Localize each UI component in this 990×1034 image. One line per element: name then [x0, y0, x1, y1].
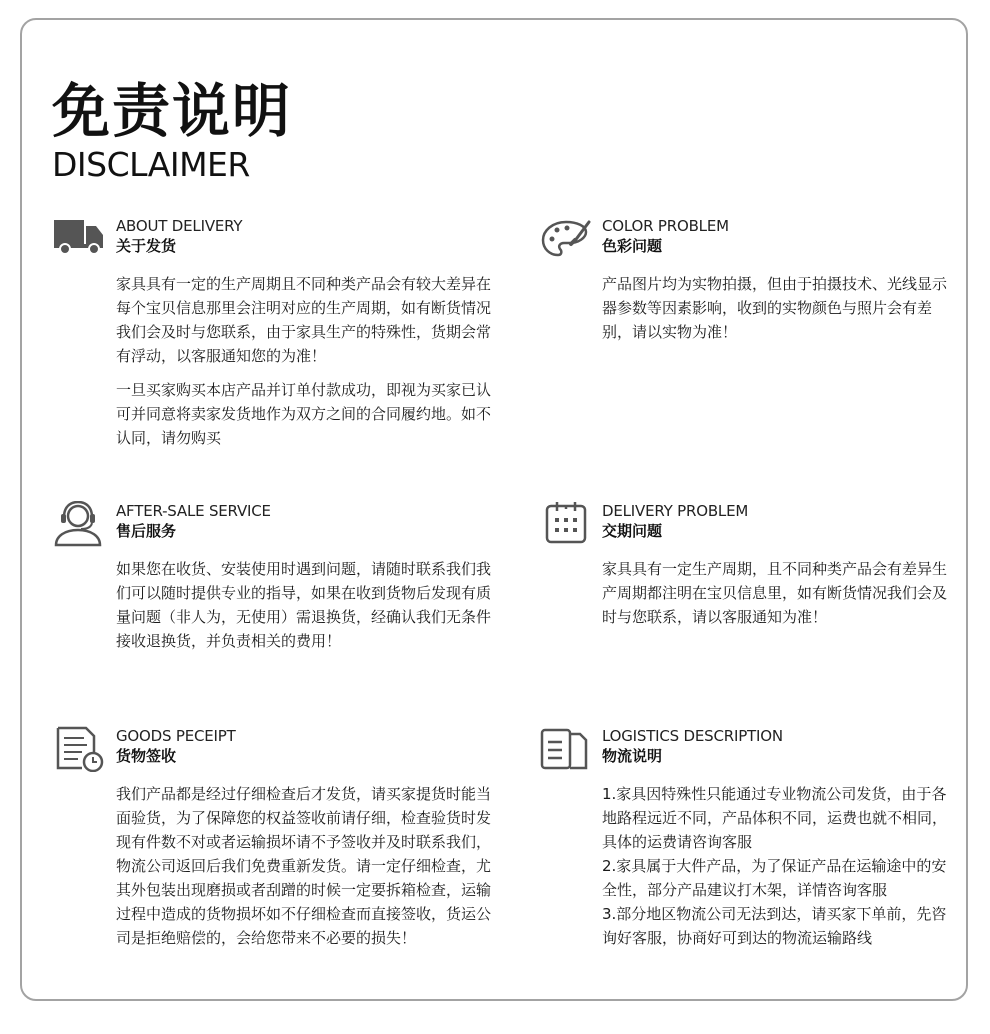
headset-user-icon [54, 501, 106, 547]
section-body [602, 557, 952, 639]
section-title-cn: 售后服务 [116, 522, 177, 540]
truck-icon [54, 216, 106, 262]
section-paragraph: 家具具有一定生产周期，且不同种类产品会有差异生产周期都注明在宝贝信息里，如有断货情况我们会及时与您联系，请以客服通知为准！ [602, 560, 948, 626]
section-body [116, 272, 500, 460]
page-subtitle: DISCLAIMER [52, 145, 250, 184]
section-title-cn: 关于发货 [116, 237, 177, 255]
section-title-cn: 货物签收 [116, 747, 177, 765]
section-paragraph: 1.家具因特殊性只能通过专业物流公司发货，由于各地路程远近不同，产品体积不同，运费也就不相同，具体的运费请咨询客服 [602, 785, 948, 851]
section-title-cn: 交期问题 [602, 522, 663, 540]
section-body [602, 782, 952, 950]
documents-icon [540, 726, 592, 772]
section-title-en: ABOUT DELIVERY [116, 217, 243, 235]
section-title-en: COLOR PROBLEM [602, 217, 729, 235]
section-title-en: DELIVERY PROBLEM [602, 502, 749, 520]
calendar-icon [540, 501, 592, 547]
section-paragraph: 如果您在收货、安装使用时遇到问题，请随时联系我们我们可以随时提供专业的指导，如果在收到货物后发现有质量问题（非人为，无使用）需退换货，经确认我们无条件接收退换货，并负责相关的费用！ [116, 560, 492, 650]
section-body [602, 272, 948, 354]
section-paragraph: 我们产品都是经过仔细检查后才发货，请买家提货时能当面验货，为了保障您的权益签收前请仔细，检查验货时发现有件数不对或者运输损坏请不予签收并及时联系我们，物流公司返回后我们免费重新发货。请一定仔细检查，尤其外包装出现磨损或者刮蹭的时候一定要拆箱检查，运输过程中造成的货物损坏如不仔细检查而直接签收，货运公司是拒绝赔偿的，会给您带来不必要的损失！ [116, 785, 492, 947]
section-title-en: AFTER-SALE SERVICE [116, 502, 271, 520]
section-title-cn: 物流说明 [602, 747, 663, 765]
section-title-en: LOGISTICS DESCRIPTION [602, 727, 783, 745]
section-title-cn: 色彩问题 [602, 237, 663, 255]
section-paragraph: 家具具有一定的生产周期且不同种类产品会有较大差异在每个宝贝信息那里会注明对应的生产周期，如有断货情况我们会及时与您联系，由于家具生产的特殊性，货期会常有浮动，以客服通知您的为准！ [116, 275, 492, 365]
page-title: 免责说明 [52, 77, 293, 145]
section-paragraph: 一旦买家购买本店产品并订单付款成功，即视为买家已认可并同意将卖家发货地作为双方之间的合同履约地。如不认同，请勿购买 [116, 381, 492, 447]
section-body [116, 557, 500, 663]
section-body [116, 782, 500, 960]
section-title-en: GOODS PECEIPT [116, 727, 236, 745]
section-paragraph: 2.家具属于大件产品，为了保证产品在运输途中的安全性，部分产品建议打木架，详情咨询客服 [602, 857, 947, 899]
section-paragraph: 3.部分地区物流公司无法到达，请买家下单前，先咨询好客服，协商好可到达的物流运输路线 [602, 905, 947, 947]
section-paragraph: 产品图片均为实物拍摄，但由于拍摄技术、光线显示器参数等因素影响，收到的实物颜色与照片会有差别，请以实物为准！ [602, 275, 948, 341]
document-clock-icon [54, 726, 106, 772]
palette-icon [540, 216, 592, 262]
